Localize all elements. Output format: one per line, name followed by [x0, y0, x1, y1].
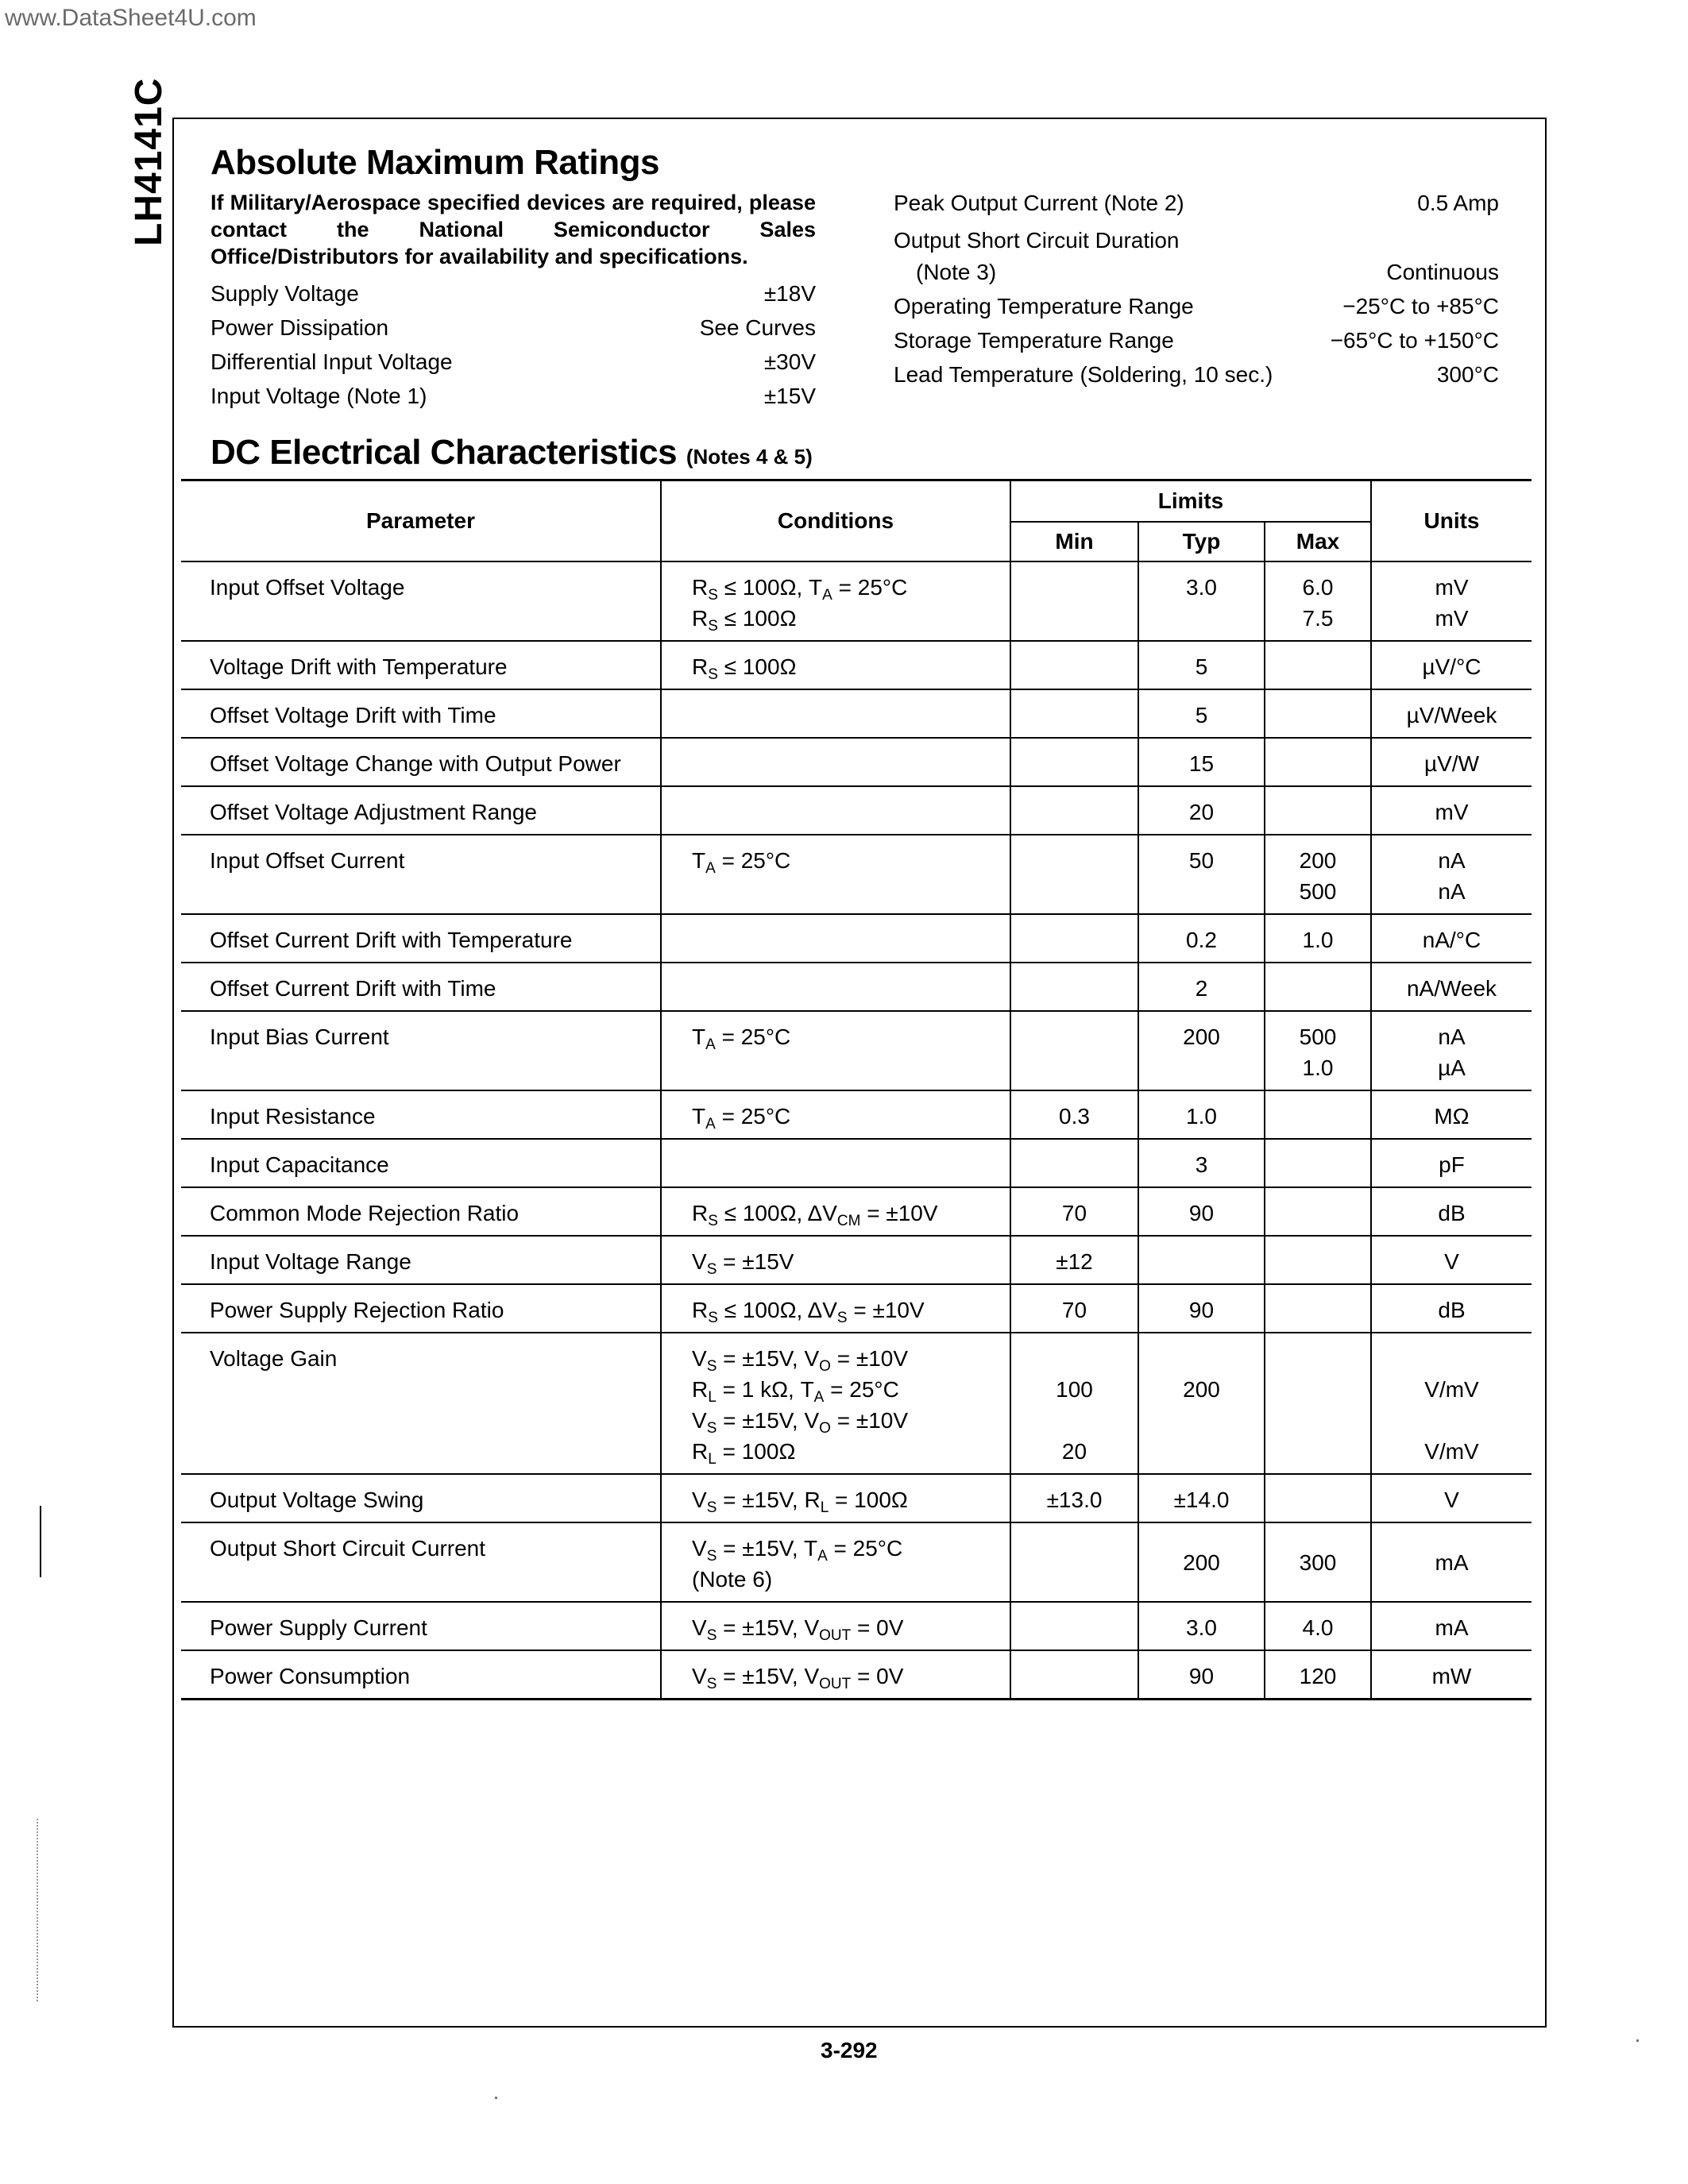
cell-min	[1010, 1139, 1138, 1187]
cell-max	[1265, 1139, 1371, 1187]
cell-conditions	[661, 1139, 1010, 1187]
typ-value: 90	[1188, 1298, 1215, 1322]
rating-value: −25°C to +85°C	[1342, 294, 1499, 318]
min-value: 70	[1061, 1201, 1087, 1225]
condition-text: $V_S = \pm 15V$	[692, 1249, 794, 1278]
cell-units	[1371, 963, 1532, 1011]
max-value: 120	[1299, 1664, 1337, 1688]
cell-conditions	[661, 1602, 1010, 1650]
cell-typ	[1138, 641, 1265, 689]
max-value: 4.0	[1302, 1615, 1334, 1640]
dc-table-body	[181, 561, 1532, 1700]
typ-value: 3.0	[1186, 575, 1217, 600]
header-units: Units	[1371, 480, 1532, 562]
cell-units	[1371, 835, 1532, 914]
cell-min	[1010, 1284, 1138, 1333]
condition-text: $R_S \le 100\Omega$, $\Delta V_S = \pm 10V$	[692, 1298, 925, 1326]
dc-title-block	[211, 433, 813, 473]
cell-max	[1265, 914, 1371, 963]
amr-title: Absolute Maximum Ratings	[211, 143, 659, 182]
cell-units	[1371, 641, 1532, 689]
cell-min	[1010, 1090, 1138, 1139]
cell-typ	[1138, 738, 1265, 786]
margin-dots	[37, 1819, 39, 2001]
typ-value: 5	[1195, 703, 1208, 727]
cell-conditions	[661, 1284, 1010, 1333]
table-row	[181, 914, 1532, 963]
parameter-text: Power Supply Current	[210, 1615, 427, 1640]
units-value: nA	[1438, 1024, 1466, 1049]
table-row	[181, 1011, 1532, 1090]
header-parameter: Parameter	[181, 480, 661, 562]
table-row	[181, 1284, 1532, 1333]
scan-speck	[1636, 2039, 1639, 2042]
typ-value: 90	[1188, 1664, 1215, 1688]
cell-units	[1371, 561, 1532, 641]
cell-max	[1265, 738, 1371, 786]
cell-typ	[1138, 689, 1265, 738]
parameter-text: Offset Voltage Adjustment Range	[210, 800, 537, 824]
condition-text: $V_S = \pm 15V$, $V_{OUT} = 0V$	[692, 1615, 904, 1644]
cell-min	[1010, 1011, 1138, 1090]
parameter-text: Voltage Drift with Temperature	[210, 654, 508, 679]
condition-text: $T_A = 25^\circ C$	[692, 848, 791, 877]
cell-parameter	[181, 738, 661, 786]
typ-value: 15	[1188, 751, 1215, 776]
typ-value: ±14.0	[1173, 1488, 1230, 1512]
cell-conditions	[661, 963, 1010, 1011]
cell-typ	[1138, 1602, 1265, 1650]
rating-label-note: (Note 3)	[916, 260, 997, 284]
rating-value: 0.5 Amp	[1417, 191, 1499, 215]
cell-conditions	[661, 1090, 1010, 1139]
cell-parameter	[181, 786, 661, 835]
condition-text: $V_S = \pm 15V$, $T_A = 25^\circ C$	[692, 1536, 903, 1565]
units-value: mA	[1435, 1615, 1469, 1640]
rating-label: Power Dissipation	[211, 315, 389, 340]
table-row	[181, 1650, 1532, 1700]
units-value: µV/°C	[1422, 654, 1481, 679]
cell-conditions	[661, 561, 1010, 641]
cell-typ	[1138, 1474, 1265, 1522]
cell-parameter	[181, 1474, 661, 1522]
cell-units	[1371, 1090, 1532, 1139]
table-row	[181, 738, 1532, 786]
dc-notes: (Notes 4 & 5)	[686, 445, 813, 469]
cell-typ	[1138, 1139, 1265, 1187]
rating-row	[894, 191, 1499, 216]
rating-value: Continuous	[1386, 260, 1499, 284]
cell-units	[1371, 1650, 1532, 1700]
rating-value: ±15V	[763, 384, 816, 408]
cell-max	[1265, 561, 1371, 641]
dc-title: DC Electrical Characteristics	[211, 433, 678, 472]
cell-units	[1371, 1333, 1532, 1474]
cell-conditions	[661, 1474, 1010, 1522]
min-value	[1011, 1343, 1138, 1374]
cell-min	[1010, 641, 1138, 689]
units-value: nA/Week	[1406, 976, 1497, 1001]
condition-text: $T_A = 25^\circ C$	[692, 1024, 791, 1053]
cell-max	[1265, 1090, 1371, 1139]
max-value: 6.0	[1302, 575, 1334, 600]
cell-conditions	[661, 914, 1010, 963]
cell-units	[1371, 738, 1532, 786]
cell-parameter	[181, 641, 661, 689]
header-max: Max	[1265, 522, 1371, 561]
table-row	[181, 689, 1532, 738]
cell-typ	[1138, 561, 1265, 641]
cell-parameter	[181, 1139, 661, 1187]
cell-max	[1265, 1522, 1371, 1602]
units-value: V/mV	[1424, 1439, 1479, 1464]
typ-value: 3.0	[1186, 1615, 1217, 1640]
cell-conditions	[661, 1522, 1010, 1602]
cell-typ	[1138, 1284, 1265, 1333]
condition-text: $V_S = \pm 15V$, $V_O = \pm 10V$	[692, 1408, 909, 1437]
condition-text: $R_S \le 100\Omega$	[692, 606, 797, 635]
parameter-text: Offset Voltage Change with Output Power	[210, 751, 621, 776]
rating-value: ±30V	[763, 349, 816, 374]
table-row	[181, 1187, 1532, 1236]
max-value: 500	[1299, 879, 1337, 904]
units-value: nA	[1438, 848, 1466, 873]
cell-parameter	[181, 1187, 661, 1236]
cell-max	[1265, 1474, 1371, 1522]
parameter-text: Power Consumption	[210, 1664, 411, 1688]
cell-units	[1371, 1284, 1532, 1333]
scan-speck	[495, 2097, 497, 2099]
cell-max	[1265, 641, 1371, 689]
cell-conditions	[661, 1333, 1010, 1474]
units-value: pF	[1439, 1152, 1465, 1177]
rating-label: Input Voltage (Note 1)	[211, 384, 427, 408]
rating-label: Operating Temperature Range	[894, 294, 1194, 318]
units-value: µV/W	[1423, 751, 1479, 776]
condition-text: $R_S \le 100\Omega$	[692, 654, 797, 683]
units-value: mV	[1435, 575, 1469, 600]
condition-text: $R_S \le 100\Omega$, $T_A = 25^\circ C$	[692, 575, 908, 604]
rating-label: Differential Input Voltage	[211, 349, 453, 374]
cell-min	[1010, 1522, 1138, 1602]
cell-conditions	[661, 689, 1010, 738]
units-value: V/mV	[1424, 1377, 1479, 1402]
cell-max	[1265, 689, 1371, 738]
cell-max	[1265, 786, 1371, 835]
max-value: 1.0	[1302, 1055, 1334, 1080]
table-row	[181, 1090, 1532, 1139]
cell-min	[1010, 1187, 1138, 1236]
typ-value: 90	[1188, 1201, 1215, 1225]
parameter-text: Output Voltage Swing	[210, 1488, 424, 1512]
parameter-text: Input Resistance	[210, 1104, 376, 1129]
table-row	[181, 1139, 1532, 1187]
parameter-text: Input Offset Current	[210, 848, 405, 873]
cell-typ	[1138, 1011, 1265, 1090]
cell-parameter	[181, 689, 661, 738]
header-typ: Typ	[1138, 522, 1265, 561]
units-value	[1372, 1343, 1532, 1374]
table-row	[181, 561, 1532, 641]
max-value: 500	[1299, 1024, 1337, 1049]
condition-text: $T_A = 25^\circ C$	[692, 1104, 791, 1133]
rating-label: Lead Temperature (Soldering, 10 sec.)	[894, 362, 1273, 387]
cell-conditions	[661, 641, 1010, 689]
typ-value: 2	[1195, 976, 1208, 1001]
cell-conditions	[661, 835, 1010, 914]
cell-units	[1371, 1522, 1532, 1602]
cell-conditions	[661, 1187, 1010, 1236]
typ-value: 20	[1188, 800, 1215, 824]
typ-value: 1.0	[1186, 1104, 1217, 1129]
cell-parameter	[181, 1602, 661, 1650]
rating-label: Output Short Circuit Duration	[894, 228, 1180, 253]
table-row	[181, 641, 1532, 689]
condition-text: $V_S = \pm 15V$, $V_{OUT} = 0V$	[692, 1664, 904, 1692]
cell-min	[1010, 914, 1138, 963]
header-limits: Limits	[1010, 480, 1371, 523]
dc-characteristics-table	[181, 479, 1532, 1700]
cell-units	[1371, 1187, 1532, 1236]
max-value: 300	[1299, 1549, 1337, 1575]
table-row	[181, 786, 1532, 835]
min-value: 100	[1056, 1377, 1093, 1402]
part-number-text: LH4141C	[128, 77, 170, 246]
units-value	[1372, 1405, 1532, 1436]
rating-row	[211, 349, 816, 375]
units-value: µA	[1438, 1055, 1466, 1080]
cell-units	[1371, 689, 1532, 738]
cell-min	[1010, 786, 1138, 835]
cell-parameter	[181, 561, 661, 641]
cell-conditions	[661, 1011, 1010, 1090]
units-value: MΩ	[1434, 1104, 1470, 1129]
table-row	[181, 1333, 1532, 1474]
units-value: dB	[1438, 1298, 1466, 1322]
cell-min	[1010, 738, 1138, 786]
cell-typ	[1138, 835, 1265, 914]
cell-min	[1010, 689, 1138, 738]
units-value: dB	[1438, 1201, 1466, 1225]
cell-units	[1371, 1236, 1532, 1284]
max-value: 7.5	[1302, 606, 1334, 631]
units-value: nA/°C	[1422, 928, 1481, 952]
cell-max	[1265, 1284, 1371, 1333]
units-value: mV	[1435, 800, 1469, 824]
cell-conditions	[661, 786, 1010, 835]
cell-parameter	[181, 1650, 661, 1700]
condition-text: $R_L = 1$ kΩ, $T_A = 25^\circ C$	[692, 1377, 899, 1406]
table-row	[181, 1602, 1532, 1650]
units-value: nA	[1438, 879, 1466, 904]
cell-min	[1010, 835, 1138, 914]
cell-parameter	[181, 914, 661, 963]
rating-label: Storage Temperature Range	[894, 328, 1174, 353]
cell-max	[1265, 1187, 1371, 1236]
cell-min	[1010, 1236, 1138, 1284]
typ-value: 50	[1188, 848, 1215, 873]
cell-typ	[1138, 963, 1265, 1011]
parameter-text: Offset Voltage Drift with Time	[210, 703, 496, 727]
parameter-text: Voltage Gain	[210, 1346, 338, 1371]
rating-row	[211, 384, 816, 409]
typ-value: 200	[1183, 1549, 1220, 1575]
units-value: µV/Week	[1406, 703, 1497, 727]
cell-parameter	[181, 1522, 661, 1602]
min-value: 70	[1061, 1298, 1087, 1322]
condition-text: $R_L = 100\Omega$	[692, 1439, 796, 1468]
typ-value: 200	[1183, 1377, 1220, 1402]
condition-text: $V_S = \pm 15V$, $R_L = 100\Omega$	[692, 1488, 908, 1516]
cell-conditions	[661, 1236, 1010, 1284]
table-row	[181, 1236, 1532, 1284]
parameter-text: Power Supply Rejection Ratio	[210, 1298, 504, 1322]
cell-max	[1265, 1650, 1371, 1700]
cell-typ	[1138, 1187, 1265, 1236]
rating-value: ±18V	[763, 281, 816, 306]
rating-row	[894, 225, 1499, 288]
cell-parameter	[181, 1090, 661, 1139]
cell-max	[1265, 1236, 1371, 1284]
units-value: V	[1444, 1249, 1459, 1274]
rating-value: −65°C to +150°C	[1330, 328, 1499, 353]
typ-value: 3	[1195, 1152, 1208, 1177]
rating-second-line	[894, 257, 1499, 288]
min-value: ±13.0	[1046, 1488, 1103, 1512]
typ-value: 5	[1195, 654, 1208, 679]
cell-units	[1371, 1139, 1532, 1187]
min-value: 20	[1061, 1439, 1087, 1464]
parameter-text: Offset Current Drift with Time	[210, 976, 496, 1001]
parameter-text: Input Voltage Range	[210, 1249, 411, 1274]
units-value: mW	[1431, 1664, 1472, 1688]
min-value	[1011, 1405, 1138, 1436]
cell-units	[1371, 786, 1532, 835]
cell-max	[1265, 1602, 1371, 1650]
cell-max	[1265, 1333, 1371, 1474]
cell-typ	[1138, 1522, 1265, 1602]
condition-text: (Note 6)	[692, 1567, 773, 1592]
cell-typ	[1138, 1650, 1265, 1700]
cell-units	[1371, 1011, 1532, 1090]
cell-typ	[1138, 1333, 1265, 1474]
cell-units	[1371, 1474, 1532, 1522]
table-row	[181, 963, 1532, 1011]
cell-parameter	[181, 1333, 661, 1474]
cell-units	[1371, 914, 1532, 963]
cell-typ	[1138, 786, 1265, 835]
parameter-text: Input Bias Current	[210, 1024, 389, 1049]
cell-units	[1371, 1602, 1532, 1650]
cell-min	[1010, 1474, 1138, 1522]
rating-label: Peak Output Current (Note 2)	[894, 191, 1184, 215]
parameter-text: Input Offset Voltage	[210, 575, 405, 600]
cell-typ	[1138, 1090, 1265, 1139]
typ-value: 0.2	[1186, 928, 1217, 952]
parameter-text: Offset Current Drift with Temperature	[210, 928, 573, 952]
header-conditions: Conditions	[661, 480, 1010, 562]
table-row	[181, 1474, 1532, 1522]
condition-text: $R_S \le 100\Omega$, $\Delta V_{CM} = \pm 10V$	[692, 1201, 938, 1229]
page-number: 3-292	[821, 2038, 878, 2062]
rating-row	[894, 294, 1499, 319]
max-value: 1.0	[1302, 928, 1334, 952]
parameter-text: Common Mode Rejection Ratio	[210, 1201, 520, 1225]
min-value: 0.3	[1059, 1104, 1090, 1129]
table-row	[181, 1522, 1532, 1602]
cell-conditions	[661, 738, 1010, 786]
rating-value: 300°C	[1436, 362, 1499, 387]
cell-parameter	[181, 1236, 661, 1284]
military-notice: If Military/Aerospace specified devices are required, please contact the National Semiconductor Sales Office/Distributors for availability and specifications.	[211, 191, 816, 268]
cell-parameter	[181, 1284, 661, 1333]
units-value: mA	[1435, 1549, 1469, 1575]
rating-row	[894, 362, 1499, 388]
cell-parameter	[181, 1011, 661, 1090]
cell-min	[1010, 1333, 1138, 1474]
cell-parameter	[181, 963, 661, 1011]
cell-max	[1265, 835, 1371, 914]
margin-mark	[40, 1506, 41, 1577]
cell-typ	[1138, 1236, 1265, 1284]
parameter-text: Output Short Circuit Current	[210, 1536, 486, 1561]
rating-value: See Curves	[699, 315, 816, 340]
cell-parameter	[181, 835, 661, 914]
cell-typ	[1138, 914, 1265, 963]
typ-value: 200	[1183, 1024, 1220, 1049]
header-min: Min	[1010, 522, 1138, 561]
cell-min	[1010, 1602, 1138, 1650]
watermark-url: www.DataSheet4U.com	[5, 5, 257, 31]
cell-min	[1010, 963, 1138, 1011]
units-value: mV	[1435, 606, 1469, 631]
cell-min	[1010, 561, 1138, 641]
min-value: ±12	[1056, 1249, 1093, 1274]
rating-row	[211, 315, 816, 341]
rating-row	[211, 281, 816, 307]
cell-conditions	[661, 1650, 1010, 1700]
rating-row	[894, 328, 1499, 353]
rating-label: Supply Voltage	[211, 281, 359, 306]
parameter-text: Input Capacitance	[210, 1152, 389, 1177]
units-value: V	[1444, 1488, 1459, 1512]
cell-max	[1265, 1011, 1371, 1090]
max-value: 200	[1299, 848, 1337, 873]
cell-min	[1010, 1650, 1138, 1700]
condition-text: $V_S = \pm 15V$, $V_O = \pm 10V$	[692, 1346, 909, 1375]
typ-value	[1139, 1343, 1264, 1374]
cell-max	[1265, 963, 1371, 1011]
table-row	[181, 835, 1532, 914]
